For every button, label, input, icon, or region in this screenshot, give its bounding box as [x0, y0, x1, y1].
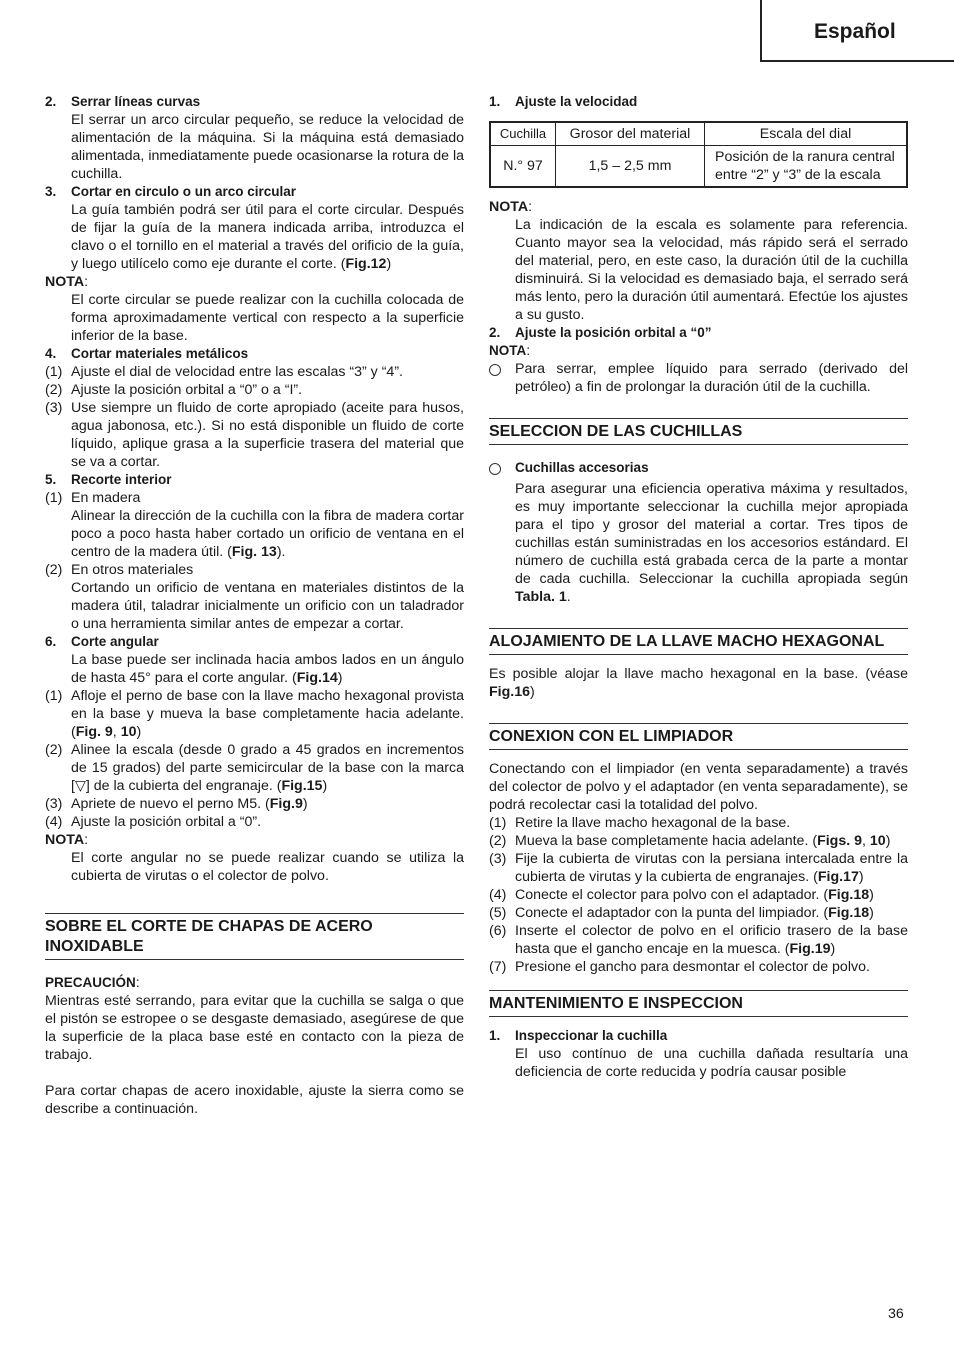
item-body: Apriete de nuevo el perno M5. ( [71, 796, 270, 812]
caution-label-text: PRECAUCIÓN [45, 975, 136, 990]
paren-close: ) [885, 833, 891, 849]
list-item [45, 687, 464, 741]
section-heading-maintenance: MANTENIMIENTO E INSPECCION [489, 990, 908, 1017]
paragraph: Cortando un orificio de ventana en materiales distintos de la madera útil, taladrar inicialmente un orificio con un taladrador o una herramienta similar antes de empezar a cortar. [71, 580, 464, 632]
item-number: (3) [45, 796, 63, 812]
figure-ref: Fig.14 [296, 670, 338, 686]
section-ajuste-velocidad [489, 93, 908, 111]
item-number: (3) [45, 400, 63, 416]
figure-ref: Fig.9 [269, 796, 303, 812]
bullet-item [489, 360, 908, 396]
paragraph: El serrar un arco circular pequeño, se reduce la velocidad de alimentación de la máquina. Si la máquina está demasiado alimentada, inmediatamente puede ocasionarse la rotura de la cuchilla. [71, 112, 464, 182]
separator: , [112, 724, 121, 740]
list-item [489, 904, 908, 922]
caution-text: Mientras esté serrando, para evitar que la cuchilla se salga o que el pistón se estropee o se desgaste demasiado, asegúrese de que la superficie de la placa base esté en contacto con la pieza de trabajo. [45, 993, 464, 1063]
item-number: (3) [489, 851, 507, 867]
circle-bullet-icon [489, 463, 501, 475]
item-body: Afloje el perno de base con la llave macho hexagonal provista en la base y mueva la base completamente hacia adelante. ( [71, 688, 464, 740]
note-colon: : [528, 199, 533, 215]
note-colon: : [84, 832, 89, 848]
note-colon: : [84, 274, 89, 290]
item-number: (6) [489, 923, 507, 939]
bullet-title: Cuchillas accesorias [515, 460, 649, 475]
figure-ref: Fig.12 [345, 256, 387, 272]
list-item [489, 886, 908, 904]
paren-close: ) [830, 941, 836, 957]
item-text: Ajuste la posición orbital a “0” o a “I”. [71, 382, 303, 398]
item-text: Ajuste el dial de velocidad entre las escalas “3” y “4”. [71, 364, 403, 380]
paren-close: ) [869, 905, 874, 921]
item-body: Alinee la escala (desde 0 grado a 45 grados en incrementos de 15 grados) del parte semicircular de la base con la marca [▽] de la cubierta del engranaje. ( [71, 742, 464, 794]
right-column [489, 93, 908, 1081]
separator: , [862, 833, 870, 849]
section-title: Ajuste la posición orbital a “0” [515, 325, 712, 340]
item-text [71, 795, 464, 813]
list-item [45, 489, 464, 507]
paragraph [45, 507, 464, 561]
item-text: Ajuste la posición orbital a “0”. [71, 814, 262, 830]
period: . [566, 589, 571, 605]
paragraph: El uso contínuo de una cuchilla dañada resultaría una deficiencia de corte reducida y podría causar posible [515, 1046, 908, 1080]
section-number: 1. [489, 94, 501, 109]
circle-bullet-icon [489, 364, 501, 376]
table-header: Grosor del material [556, 122, 705, 146]
figure-ref: 10 [869, 833, 886, 849]
note-text: El corte angular no se puede realizar cuando se utiliza la cubierta de virutas o el colector de polvo. [71, 850, 464, 884]
page-number: 36 [888, 1306, 904, 1322]
note-label [489, 342, 908, 360]
bullet-wrap [489, 459, 515, 480]
list-item [45, 561, 464, 579]
item-number: (2) [45, 382, 63, 398]
section-corte-angular [45, 633, 464, 651]
item-text: En otros materiales [71, 562, 194, 578]
table-header-row [490, 122, 907, 146]
paren-close: ) [322, 778, 328, 794]
item-number: (1) [45, 364, 63, 380]
paragraph-text: Es posible alojar la llave macho hexagonal en la base. (véase [489, 666, 908, 682]
table-cell: Posición de la ranura central entre “2” y “3” de la escala [705, 146, 908, 188]
section-metales [45, 345, 464, 363]
figure-ref: Fig. 9 [75, 724, 113, 740]
figure-ref: Fig.15 [281, 778, 323, 794]
item-text [515, 922, 908, 958]
section-number: 1. [489, 1028, 501, 1043]
paren-close: ) [302, 796, 308, 812]
item-number: (2) [489, 833, 507, 849]
item-number: (1) [489, 815, 507, 831]
list-item [489, 832, 908, 850]
paragraph-text: La guía también podrá ser útil para el corte circular. Después de fijar la guía de la manera indicada arriba, introduzca el clavo o el tornillo en el material a través del orificio de la guía, y luego utilícelo como eje durante el corte. ( [71, 202, 464, 272]
item-number: (5) [489, 905, 507, 921]
section-number: 2. [45, 94, 57, 109]
item-number: (1) [45, 688, 63, 704]
item-text: En madera [71, 490, 141, 506]
note-label [45, 273, 464, 291]
section-number: 2. [489, 325, 501, 340]
item-text [515, 904, 908, 922]
list-item [45, 813, 464, 831]
item-number: (2) [45, 562, 63, 578]
figure-ref: 10 [120, 724, 137, 740]
section-number: 6. [45, 634, 57, 649]
left-column [45, 93, 464, 1118]
section-number: 4. [45, 346, 57, 361]
section-inspeccionar [489, 1027, 908, 1045]
section-title: Recorte interior [71, 472, 172, 487]
section-title: Ajuste la velocidad [515, 94, 638, 109]
section-title: Inspeccionar la cuchilla [515, 1028, 668, 1043]
paragraph-text: La base puede ser inclinada hacia ambos lados en un ángulo de hasta 45° para el corte angular. ( [71, 652, 464, 686]
section-title: Cortar en circulo o un arco circular [71, 184, 297, 199]
item-body: Mueva la base completamente hacia adelante. ( [515, 833, 818, 849]
item-text [71, 741, 464, 795]
note-label-text: NOTA [489, 343, 527, 358]
item-body: Fije la cubierta de virutas con la persiana intercalada entre la cubierta de virutas y la cubierta de engranajes. ( [515, 851, 908, 885]
figure-ref: Fig.16 [489, 684, 530, 700]
section-heading-cleaner: CONEXION CON EL LIMPIADOR [489, 723, 908, 750]
table-cell: 1,5 – 2,5 mm [556, 146, 705, 188]
paren-close: ) [869, 887, 874, 903]
note-label-text: NOTA [489, 199, 529, 215]
table-ref: Tabla. 1 [515, 589, 567, 605]
section-number: 5. [45, 472, 57, 487]
paren-close: ) [136, 724, 142, 740]
list-item [489, 958, 908, 976]
section-title: Cortar materiales metálicos [71, 346, 249, 361]
paren-close: ) [530, 684, 535, 700]
item-body: Conecte el colector para polvo con el adaptador. ( [515, 887, 829, 903]
paragraph [489, 665, 908, 701]
section-posicion-orbital [489, 324, 908, 342]
table-header: Escala del dial [705, 122, 908, 146]
figure-ref: Fig. 13 [231, 544, 277, 560]
note-label-text: NOTA [45, 274, 85, 290]
list-item [489, 922, 908, 958]
language-label: Español [814, 20, 896, 43]
figure-ref: Figs. 9 [817, 833, 863, 849]
item-body: Conecte el adaptador con la punta del limpiador. ( [515, 905, 829, 921]
figure-ref: Fig.19 [789, 941, 831, 957]
speed-table [489, 121, 908, 188]
language-tab [760, 0, 954, 62]
list-item [45, 363, 464, 381]
item-number: (7) [489, 959, 507, 975]
item-text [71, 687, 464, 741]
figure-ref: Fig.17 [817, 869, 859, 885]
bullet-wrap [489, 360, 515, 396]
section-heading-steel: SOBRE EL CORTE DE CHAPAS DE ACERO INOXIDABLE [45, 913, 464, 960]
paren-close: ). [276, 544, 286, 560]
bullet-text: Para serrar, emplee líquido para serrado (derivado del petróleo) a fin de prolongar la duración útil de la cuchilla. [515, 361, 908, 395]
item-number: (1) [45, 490, 63, 506]
paren-close: ) [386, 256, 392, 272]
paragraph [489, 480, 908, 606]
paren-close: ) [337, 670, 343, 686]
note-colon: : [526, 343, 531, 359]
item-number: (4) [45, 814, 63, 830]
section-title: Corte angular [71, 634, 159, 649]
figure-ref: Fig.18 [828, 905, 870, 921]
item-text: Retire la llave macho hexagonal de la base. [515, 815, 791, 831]
item-text: Presione el gancho para desmontar el colector de polvo. [515, 959, 870, 975]
table-row [490, 146, 907, 188]
note-text: La indicación de la escala es solamente para referencia. Cuanto mayor sea la velocidad, más rápido será el serrado del material, pero, en este caso, la duración útil de la cuchilla disminuirá. Si la velocidad es demasiado baja, el serrado será más lento, pero la duración útil aumentará. Efectúe los ajustes a su gusto. [515, 217, 908, 323]
item-number: (2) [45, 742, 63, 758]
caution-colon: : [135, 975, 140, 991]
paragraph [45, 651, 464, 687]
paren-close: ) [858, 869, 864, 885]
list-item [45, 795, 464, 813]
paragraph-text: Alinear la dirección de la cuchilla con la fibra de madera cortar poco a poco hasta haber cortado un orificio de ventana en el centro de la madera útil. ( [71, 508, 464, 560]
item-text: Use siempre un fluido de corte apropiado (aceite para husos, agua jabonosa, etc.). Si no está disponible un fluido de corte líquido, aplique grasa a la superficie trasera del material que se va a cortar. [71, 400, 464, 470]
section-heading-blades: SELECCION DE LAS CUCHILLAS [489, 418, 908, 445]
section-heading-wrench: ALOJAMIENTO DE LA LLAVE MACHO HEXAGONAL [489, 628, 908, 655]
item-text [515, 886, 908, 904]
item-text [515, 850, 908, 886]
list-item [489, 814, 908, 832]
section-recorte-interior [45, 471, 464, 489]
caution-label [45, 974, 464, 992]
section-cortar-circulo [45, 183, 464, 201]
item-text [515, 832, 908, 850]
list-item [45, 741, 464, 795]
section-number: 3. [45, 184, 57, 199]
section-serrar-lineas-curvas [45, 93, 464, 111]
table-cell: N.° 97 [490, 146, 556, 188]
paragraph: Conectando con el limpiador (en venta separadamente) a través del colector de polvo y el adaptador (en venta separadamente), se podrá recolectar casi la totalidad del polvo. [489, 761, 908, 813]
note-label-text: NOTA [45, 832, 85, 848]
note-text: El corte circular se puede realizar con la cuchilla colocada de forma aproximadamente vertical con respecto a la superficie inferior de la base. [71, 292, 464, 344]
list-item [45, 399, 464, 471]
section-title: Serrar líneas curvas [71, 94, 201, 109]
note-label [45, 831, 464, 849]
note-label [489, 198, 908, 216]
figure-ref: Fig.18 [828, 887, 870, 903]
paragraph-text: Para asegurar una eficiencia operativa máxima y resultados, es muy importante seleccionar la cuchilla mejor apropiada para el tipo y grosor del material a cortar. Tres tipos de cuchillas están suministradas en los accesorios estándard. El número de cuchilla está grabada cerca de la parte a montar de cada cuchilla. Seleccionar la cuchilla apropiada según [515, 481, 908, 587]
list-item [489, 850, 908, 886]
item-body: Inserte el colector de polvo en el orificio trasero de la base hasta que el gancho encaje en la muesca. ( [515, 923, 908, 957]
paragraph [45, 201, 464, 273]
list-item [45, 381, 464, 399]
paragraph: Para cortar chapas de acero inoxidable, ajuste la sierra como se describe a continuación. [45, 1083, 464, 1117]
table-header: Cuchilla [490, 122, 556, 146]
bullet-item [489, 459, 908, 480]
item-number: (4) [489, 887, 507, 903]
